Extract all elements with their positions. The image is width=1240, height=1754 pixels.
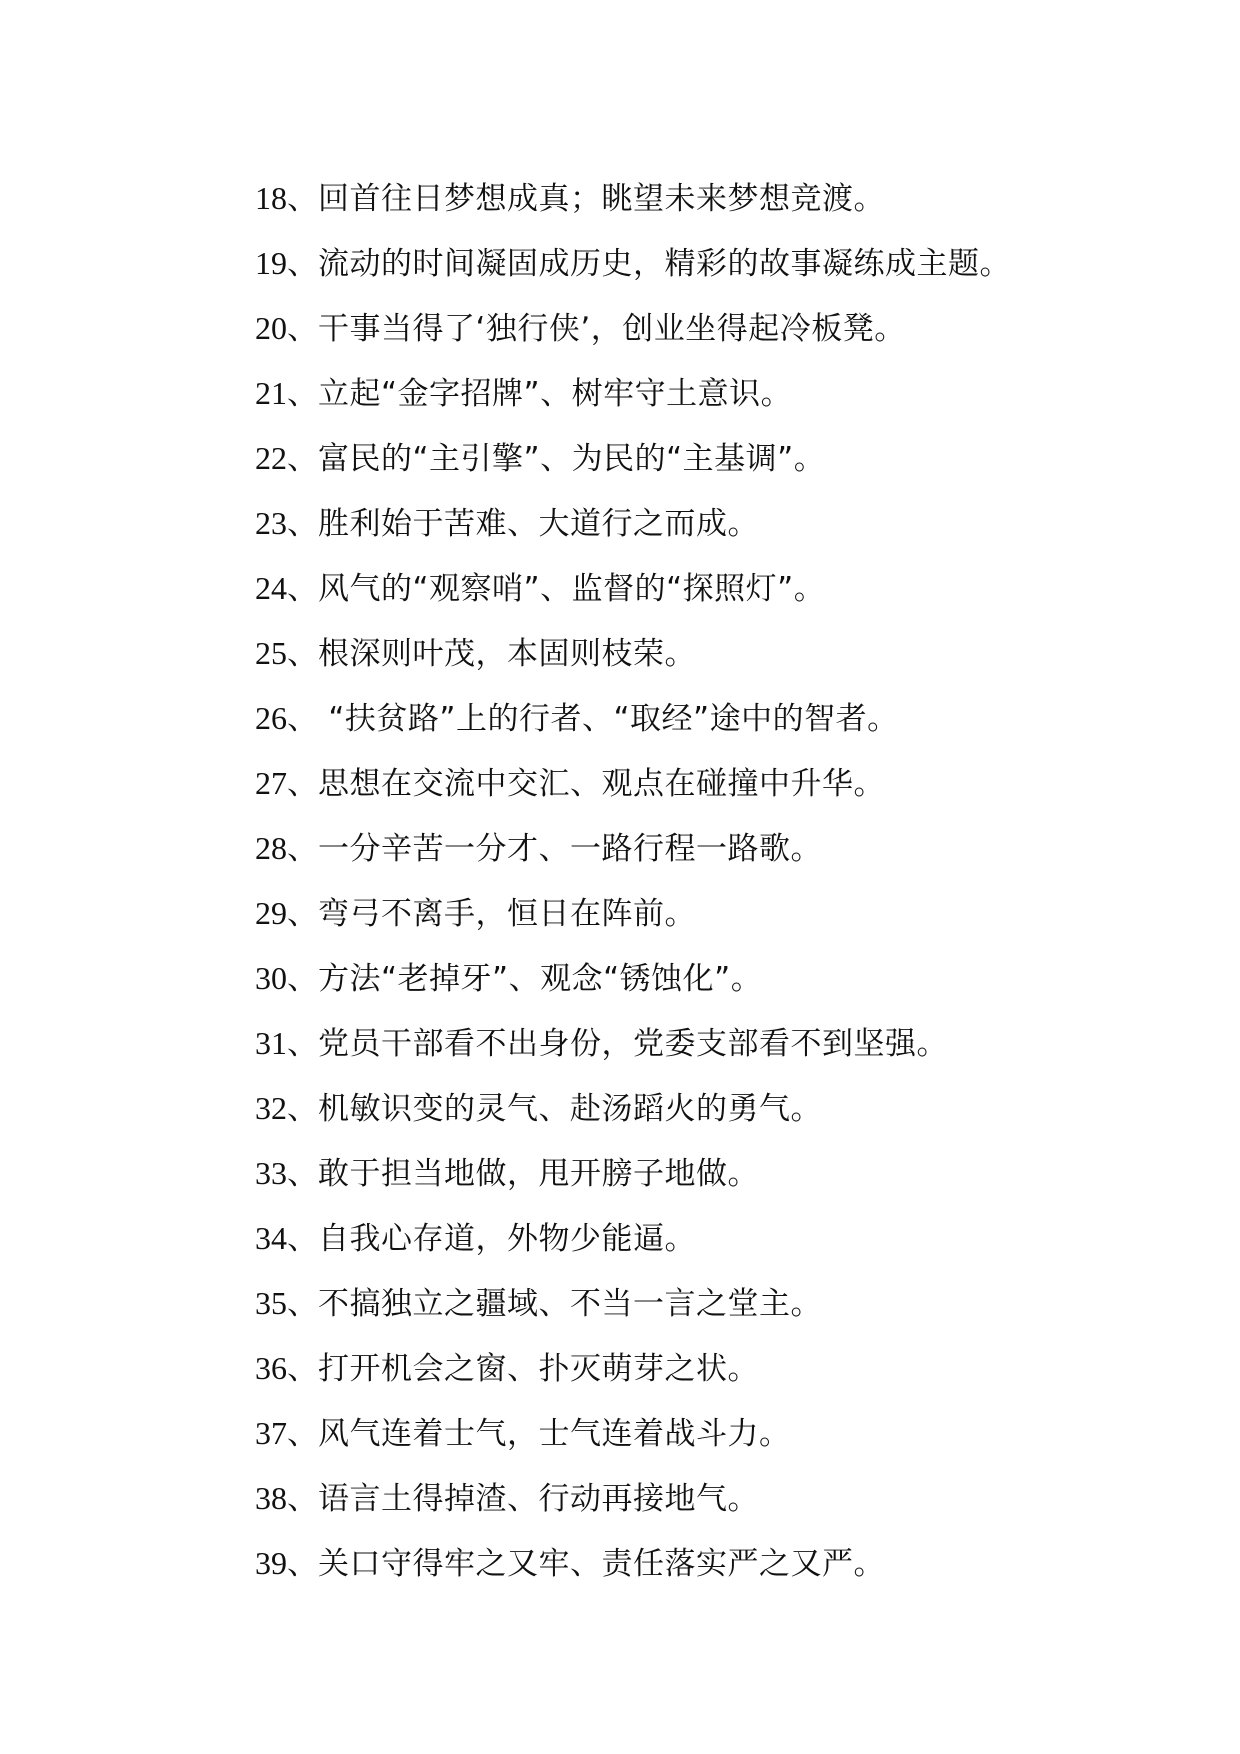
list-item [255, 491, 1155, 556]
list-item [255, 166, 1155, 231]
item-text: 回首往日梦想成真；眺望未来梦想竞渡。 [318, 181, 885, 217]
item-text: 语言土得掉渣、行动再接地气。 [318, 1481, 759, 1517]
item-separator: 、 [287, 1026, 318, 1062]
item-separator: 、 [287, 766, 318, 802]
list-item [255, 686, 1155, 751]
item-number: 37 [255, 1415, 287, 1451]
list-item [255, 426, 1155, 491]
item-number: 28 [255, 830, 287, 866]
numbered-list [255, 166, 1155, 1596]
list-item [255, 556, 1155, 621]
item-separator: 、 [287, 1286, 318, 1322]
list-item [255, 361, 1155, 426]
item-text: 自我心存道，外物少能逼。 [318, 1221, 696, 1257]
item-text: 富民的“主引擎”、为民的“主基调”。 [318, 441, 826, 477]
item-separator: 、 [287, 506, 318, 542]
item-number: 18 [255, 180, 287, 216]
item-text: 方法“老掉牙”、观念“锈蚀化”。 [318, 961, 763, 997]
item-number: 29 [255, 895, 287, 931]
item-text: 一分辛苦一分才、一路行程一路歌。 [318, 831, 822, 867]
list-item [255, 1401, 1155, 1466]
list-item [255, 1466, 1155, 1531]
item-separator: 、 [287, 831, 318, 867]
list-item [255, 946, 1155, 1011]
item-text: 干事当得了‘独行侠’，创业坐得起冷板凳。 [318, 311, 906, 347]
item-number: 25 [255, 635, 287, 671]
item-text: 党员干部看不出身份，党委支部看不到坚强。 [318, 1026, 948, 1062]
item-text: 思想在交流中交汇、观点在碰撞中升华。 [318, 766, 885, 802]
item-number: 33 [255, 1155, 287, 1191]
list-item [255, 296, 1155, 361]
item-separator: 、 [287, 1351, 318, 1387]
list-item [255, 1076, 1155, 1141]
list-item [255, 1206, 1155, 1271]
item-separator: 、 [287, 571, 318, 607]
item-separator: 、 [287, 1416, 318, 1452]
item-number: 34 [255, 1220, 287, 1256]
item-number: 35 [255, 1285, 287, 1321]
list-item [255, 1336, 1155, 1401]
item-number: 19 [255, 245, 287, 281]
item-separator: 、 [287, 1221, 318, 1257]
item-separator: 、 [287, 636, 318, 672]
item-number: 26 [255, 700, 287, 736]
item-text: 机敏识变的灵气、赴汤蹈火的勇气。 [318, 1091, 822, 1127]
item-number: 31 [255, 1025, 287, 1061]
item-text: 流动的时间凝固成历史，精彩的故事凝练成主题。 [318, 246, 1011, 282]
list-item [255, 881, 1155, 946]
list-item [255, 1271, 1155, 1336]
item-number: 24 [255, 570, 287, 606]
item-text: 根深则叶茂，本固则枝荣。 [318, 636, 696, 672]
item-number: 23 [255, 505, 287, 541]
item-text: 关口守得牢之又牢、责任落实严之又严。 [318, 1546, 885, 1582]
item-separator: 、 [287, 701, 318, 737]
item-separator: 、 [287, 376, 318, 412]
list-item [255, 621, 1155, 686]
item-number: 39 [255, 1545, 287, 1581]
list-item [255, 231, 1155, 296]
item-text: 风气的“观察哨”、监督的“探照灯”。 [318, 571, 826, 607]
item-number: 22 [255, 440, 287, 476]
item-text: 打开机会之窗、扑灭萌芽之状。 [318, 1351, 759, 1387]
item-text: 立起“金字招牌”、树牢守土意识。 [318, 376, 793, 412]
item-number: 27 [255, 765, 287, 801]
item-separator: 、 [287, 1546, 318, 1582]
item-text: 胜利始于苦难、大道行之而成。 [318, 506, 759, 542]
item-text: 不搞独立之疆域、不当一言之堂主。 [318, 1286, 822, 1322]
item-number: 21 [255, 375, 287, 411]
item-separator: 、 [287, 961, 318, 997]
item-number: 36 [255, 1350, 287, 1386]
item-text: 弯弓不离手，恒日在阵前。 [318, 896, 696, 932]
list-item [255, 1141, 1155, 1206]
list-item [255, 751, 1155, 816]
item-number: 38 [255, 1480, 287, 1516]
item-text: “扶贫路”上的行者、“取经”途中的智者。 [318, 701, 899, 737]
item-separator: 、 [287, 1156, 318, 1192]
item-text: 风气连着士气，士气连着战斗力。 [318, 1416, 791, 1452]
list-item [255, 1011, 1155, 1076]
item-separator: 、 [287, 896, 318, 932]
item-number: 20 [255, 310, 287, 346]
item-separator: 、 [287, 311, 318, 347]
item-separator: 、 [287, 1091, 318, 1127]
item-text: 敢于担当地做，甩开膀子地做。 [318, 1156, 759, 1192]
item-number: 30 [255, 960, 287, 996]
item-separator: 、 [287, 181, 318, 217]
item-separator: 、 [287, 246, 318, 282]
list-item [255, 816, 1155, 881]
item-separator: 、 [287, 1481, 318, 1517]
list-item [255, 1531, 1155, 1596]
item-number: 32 [255, 1090, 287, 1126]
item-separator: 、 [287, 441, 318, 477]
